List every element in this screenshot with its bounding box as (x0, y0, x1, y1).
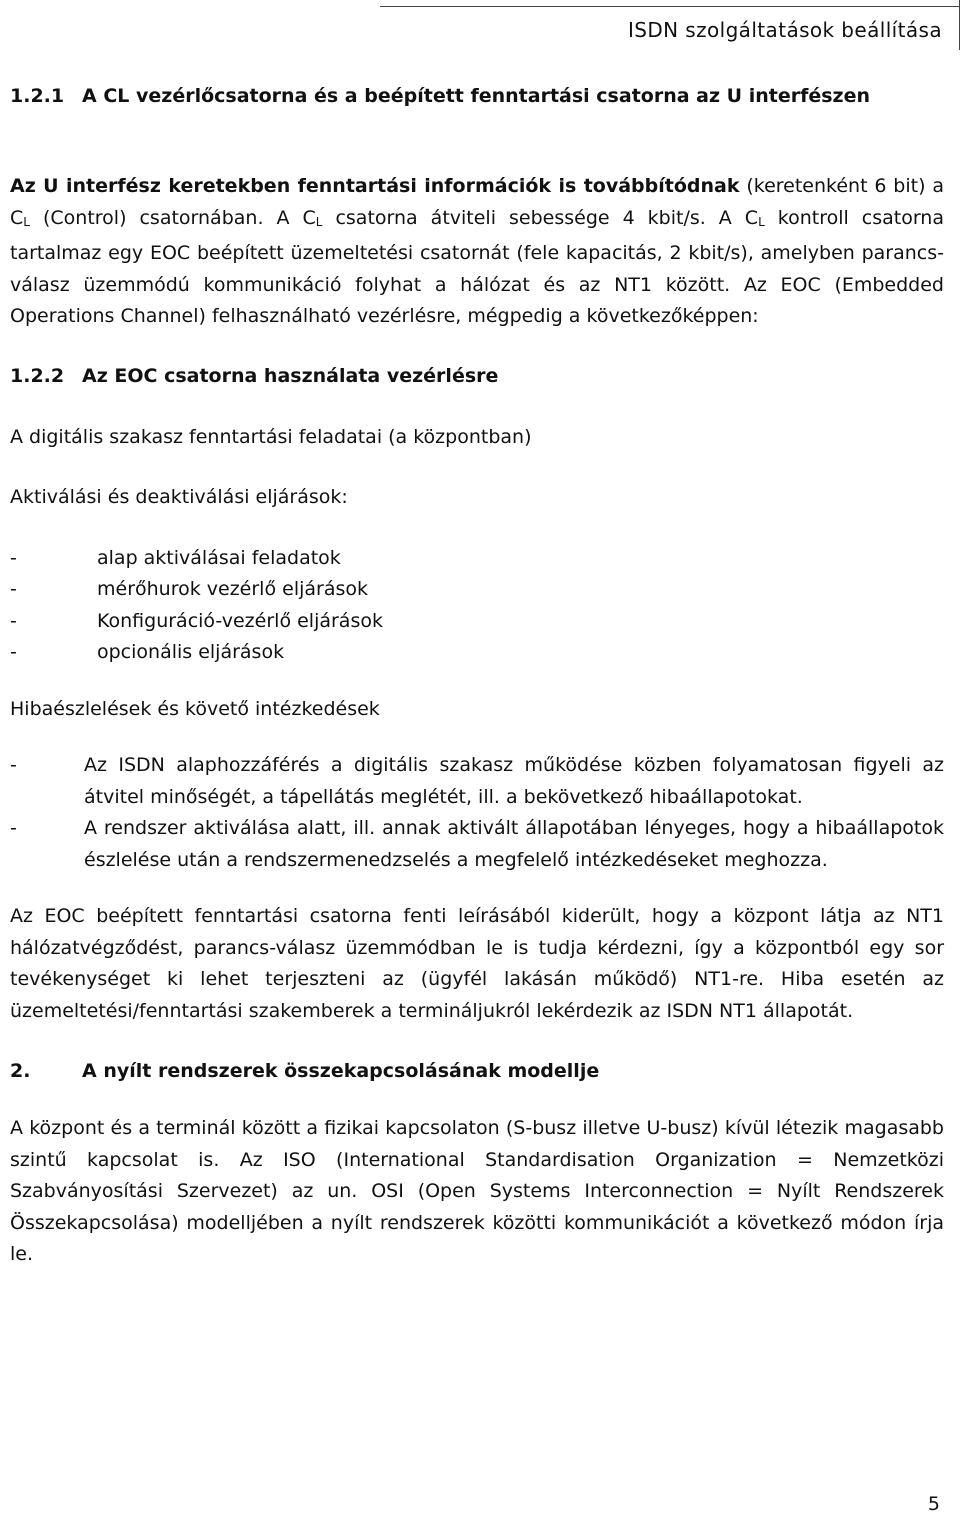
faults-list (10, 750, 944, 876)
dash-bullet: - (10, 546, 17, 569)
page-content (10, 85, 944, 1271)
intro-subscript-1: L (23, 214, 30, 229)
eoc-paragraph: Az EOC beépített fenntartási csatorna fenti leírásából kiderült, hogy a központ látja az NT1 hálózatvégződést, parancs-válasz üzemmódban le is tudja kérdezni, így a központból egy sor tevékenységet ki lehet terjeszteni az (ügyfél lakásán működő) NT1-re. Hiba esetén az üzemeltetési/fenntartási szakemberek a termináljukról lekérdezik az ISDN NT1 állapotát. (10, 905, 944, 1022)
intro-bold-lead: Az U interfész keretekben fenntartási információk is továbbítódnak (10, 175, 740, 197)
intro-text-1: (keretenként 6 bit) a C (10, 175, 944, 229)
dash-bullet: - (10, 754, 17, 776)
list-item (10, 606, 944, 638)
page-number: 5 (927, 1493, 940, 1515)
list-item-text: opcionális eljárások (97, 641, 285, 663)
section-heading-2 (10, 1060, 944, 1082)
list-item-text: alap aktiválásai feladatok (97, 546, 341, 569)
section-title: Az EOC csatorna használata vezérlésre (82, 364, 499, 387)
faults-label: Hibaészlelések és követő intézkedések (10, 697, 380, 720)
dash-bullet: - (10, 817, 17, 839)
list-item (10, 574, 944, 606)
activation-list (10, 543, 944, 669)
section-heading-1-2-1 (10, 85, 944, 107)
intro-text-3: csatorna átviteli sebessége 4 kbit/s. A C (322, 206, 759, 229)
intro-subscript-2: L (315, 214, 323, 229)
running-header: ISDN szolgáltatások beállítása (627, 18, 942, 42)
intro-text-4: kontroll csatorna tartalmaz egy EOC beépített üzemeltetési csatornát (fele kapacitás, 2 kbit/s), amelyben parancs-válasz üzemmódú kommunikáció folyhat a hálózat és az NT1 között. Az EOC (Embedded Operations Channel) felhasználható vezérlésre, mégpedig a következőképpen: (10, 206, 944, 327)
section-number: 1.2.2 (10, 364, 65, 387)
section-number: 2. (10, 1060, 31, 1082)
list-item (10, 750, 944, 813)
list-item (10, 813, 944, 876)
osi-paragraph: A központ és a terminál között a fizikai kapcsolaton (S-busz illetve U-busz) kívül létezik magasabb szintű kapcsolat is. Az ISO (International Standardisation Organization = Nemzetközi Szabványosítási Szervezet) az un. OSI (Open Systems Interconnection = Nyílt Rendszerek Összekapcsolása) modelljében a nyílt rendszerek közötti kommunikációt a következő módon írja le. (10, 1117, 944, 1265)
activation-label: Aktiválási és deaktiválási eljárások: (10, 486, 348, 508)
list-item-text: Az ISDN alaphozzáférés a digitális szakasz működése közben folyamatosan figyeli az átvitel minőségét, a tápellátás meglétét, ill. a bekövetkező hibaállapotokat. (84, 754, 944, 808)
list-item-text: Konfiguráció-vezérlő eljárások (97, 609, 383, 632)
intro-text-2: (Control) csatornában. A C (29, 206, 316, 229)
section-number: 1.2.1 (10, 85, 65, 107)
section-heading-1-2-2 (10, 365, 944, 387)
intro-paragraph (10, 171, 944, 333)
dash-bullet: - (10, 609, 17, 632)
list-item-text: A rendszer aktiválása alatt, ill. annak aktivált állapotában lényeges, hogy a hibaállapotok észlelése után a rendszermenedzselés a megfelelő intézkedéseket meghozza. (84, 817, 944, 871)
digital-paragraph: A digitális szakasz fenntartási feladatai (a központban) (10, 425, 532, 448)
list-item (10, 637, 944, 669)
section-title: A nyílt rendszerek összekapcsolásának modellje (82, 1060, 600, 1082)
intro-subscript-3: L (758, 214, 765, 229)
header-rule-top (380, 0, 960, 7)
list-item-text: mérőhurok vezérlő eljárások (97, 578, 369, 600)
dash-bullet: - (10, 641, 17, 663)
dash-bullet: - (10, 578, 17, 600)
list-item (10, 543, 944, 575)
section-title: A CL vezérlőcsatorna és a beépített fenntartási csatorna az U interfészen (82, 85, 871, 107)
